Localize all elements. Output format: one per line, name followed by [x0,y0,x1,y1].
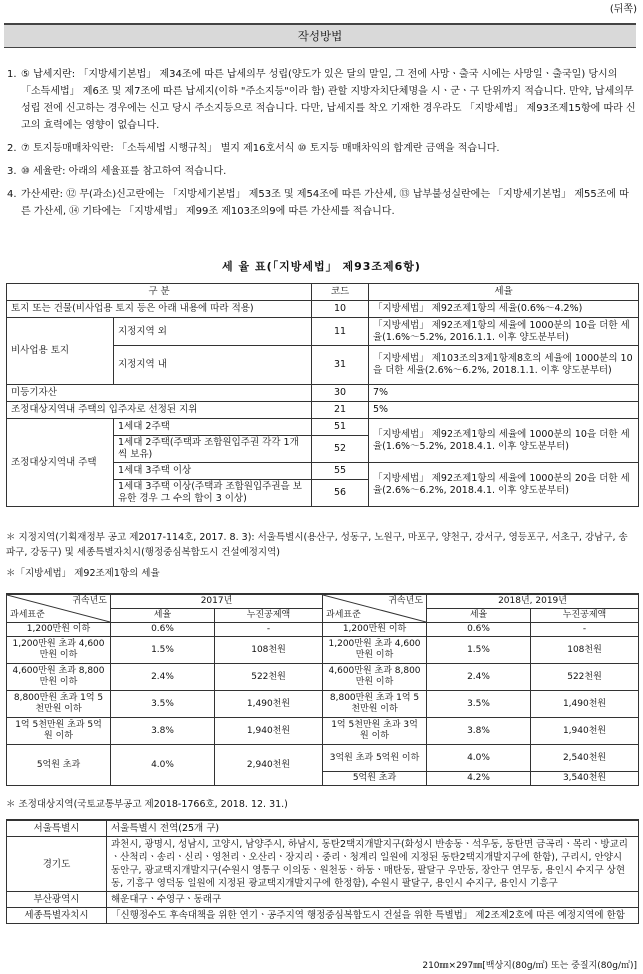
diag-header-left [7,594,111,623]
table-row [7,691,639,718]
deduct-cell: 2,940천원 [215,745,323,786]
row-rate: 「지방세법」 제92조제1항의 세율에 1000분의 20을 더한 세율(2.6%～6.2%, 2018.4.1. 이후 양도분부터) [369,463,639,507]
rate-cell: 4.0% [111,745,215,786]
table-row [7,637,639,664]
table-row [7,820,639,837]
base-cell: 1억 5천만원 초과 5억원 이하 [7,718,111,745]
base-cell: 1,200만원 초과 4,600만원 이하 [323,637,427,664]
row-code: 21 [312,402,369,419]
row-rate: 5% [369,402,639,419]
row-label: 조정대상지역내 주택의 입주자로 선정된 지위 [7,402,312,419]
instruction-text: 가산세란: ⑫ 무(과소)신고란에는 「지방세기본법」 제53조 및 제54조에 따른 가산세, ⑬ 납부불성실란에는 「지방세기본법」 제55조에 따른 가산세, ⑭ 기타에는 「지방세법」 제99조 제103조의9에 따른 가산세를 적습니다. [21,189,629,217]
deduct-cell: 522천원 [531,664,639,691]
rate-cell: 3.5% [111,691,215,718]
region-name: 세종특별자치시 [7,908,107,924]
instruction-item [6,66,636,134]
instruction-text: ⑩ 세율란: 아래의 세율표를 참고하여 적습니다. [21,166,227,177]
note-designated: ＊ 지정지역(기획재정부 공고 제2017-114호, 2017. 8. 3): 서울특별시(용산구, 성동구, 노원구, 마포구, 양천구, 강서구, 영등포구, 서초구, 강남구, 송파구, 강동구) 및 세종특별자치시(행정중심복합도시 건설예정지역) [6,532,628,558]
paper-spec-footer: 210㎜×297㎜[백상지(80g/㎡) 또는 중질지(80g/㎡)] [422,961,637,971]
row-code: 55 [312,463,369,480]
table-row [7,664,639,691]
instruction-number: 1. [7,69,17,80]
instruction-text: ⑦ 토지등매매차익란: 「소득세법 시행규칙」 별지 제16호서식 ⑩ 토지등 매매차익의 합계란 금액을 적습니다. [21,143,500,154]
deduct-cell: 1,490천원 [215,691,323,718]
deduct-cell: - [215,623,323,637]
group-label-nonbiz: 비사업용 토지 [7,318,114,385]
rate-cell: 0.6% [111,623,215,637]
instruction-item [6,140,636,157]
base-cell: 3억원 초과 5억원 이하 [323,745,427,772]
row-label: 1세대 3주택 이상(주택과 조합원입주권을 보유한 경우 그 수의 합이 3 이상) [114,480,312,507]
deduct-cell: 3,540천원 [531,772,639,786]
rate-subheader: 세율 [427,609,531,623]
table-header-row [7,284,639,301]
base-header: 과세표준 [326,610,361,620]
year-header: 귀속년도 [388,596,424,606]
bracket-header-row [7,594,639,609]
base-cell: 1,200만원 초과 4,600만원 이하 [7,637,111,664]
base-header: 과세표준 [10,610,45,620]
base-cell: 4,600만원 초과 8,800만원 이하 [323,664,427,691]
rate-subheader: 세율 [111,609,215,623]
row-rate: 7% [369,385,639,402]
table-row [7,837,639,892]
region-detail: 해운대구ㆍ수영구ㆍ동래구 [107,892,639,908]
rate-cell: 1.5% [427,637,531,664]
period-2017: 2017년 [111,594,323,609]
row-code: 56 [312,480,369,507]
code-header: 코드 [312,284,369,301]
rate-cell: 0.6% [427,623,531,637]
base-cell: 4,600만원 초과 8,800만원 이하 [7,664,111,691]
year-header: 귀속년도 [72,596,107,606]
base-cell: 5억원 초과 [323,772,427,786]
region-detail: 「신행정수도 후속대책을 위한 연기ㆍ공주지역 행정중심복합도시 건설을 위한 특별법」 제2조제2호에 따른 예정지역에 한함 [107,908,639,924]
deduct-cell: 108천원 [215,637,323,664]
table-row [7,908,639,924]
instruction-number: 3. [7,166,17,177]
base-cell: 5억원 초과 [7,745,111,786]
rate-header: 세율 [369,284,639,301]
row-label: 미등기자산 [7,385,312,402]
group-label-adjusted: 조정대상지역내 주택 [7,419,114,507]
table-row [7,318,639,346]
rate-cell: 3.8% [427,718,531,745]
table-row [7,718,639,745]
rate-cell: 4.0% [427,745,531,772]
base-cell: 1,200만원 이하 [7,623,111,637]
rate-table [6,283,639,507]
region-name: 경기도 [7,837,107,892]
row-code: 11 [312,318,369,346]
section-title: 작성방법 [297,29,343,43]
deduct-cell: 108천원 [531,637,639,664]
row-code: 52 [312,436,369,463]
table-row [7,385,639,402]
table-row [7,402,639,419]
deduct-cell: 522천원 [215,664,323,691]
row-label: 토지 또는 건물(비사업용 토지 등은 아래 내용에 따라 적용) [7,301,312,318]
region-detail: 서울특별시 전역(25개 구) [107,820,639,837]
table-row [7,419,639,436]
diag-header-right [323,594,427,623]
row-rate: 「지방세법」 제92조제1항의 세율(0.6%～4.2%) [369,301,639,318]
region-detail: 과천시, 광명시, 성남시, 고양시, 남양주시, 하남시, 동탄2택지개발지구(화성시 반송동ㆍ석우동, 동탄면 금곡리ㆍ목리ㆍ방교리ㆍ산척리ㆍ송리ㆍ신리ㆍ영천리ㆍ오산리ㆍ장지리ㆍ중리ㆍ청계리 일원에 지정된 동탄2택지개발지구에 한함), 구리시, 안양시 동안구, 광교택지개발지구(수원시 영통구 이의동ㆍ원천동ㆍ하동ㆍ매탄동, 팔달구 우만동, 장안구 연무동, 용인시 수지구 상현동, 기흥구 영덕동 일원에 지정된 광교택지개발지구에 한정함), 수원시 팔달구, 용인시 수지구, 용인시 기흥구 [107,837,639,892]
deduct-subheader: 누진공제액 [215,609,323,623]
rate-cell: 3.8% [111,718,215,745]
deduct-cell: - [531,623,639,637]
region-table [6,819,639,924]
category-header: 구 분 [7,284,312,301]
deduct-cell: 1,490천원 [531,691,639,718]
row-label: 지정지역 내 [114,346,312,385]
table-row [7,623,639,637]
instruction-text: ⑤ 납세지란: 「지방세기본법」 제34조에 따른 납세의무 성립(양도가 있은 달의 말일, 그 전에 사망ㆍ출국 시에는 사망일ㆍ출국일) 당시의 「소득세법」 제6조 및 제7조에 따른 납세지(이하 "주소지등"이라 함) 관할 지방자치단체명을 시ㆍ군ㆍ구 단위까지 적습니다. 만약, 납세의무 성립 전에 신고하는 경우에는 신고 당시 주소지등으로 적습니다. 다만, 납세지를 착오 기재한 경우라도 「지방세법」 제93조제15항에 따라 신고의 효력에는 영향이 없습니다. [21,69,636,131]
deduct-cell: 1,940천원 [215,718,323,745]
deduct-subheader: 누진공제액 [531,609,639,623]
deduct-cell: 1,940천원 [531,718,639,745]
instruction-number: 4. [7,189,17,200]
base-cell: 1,200만원 이하 [323,623,427,637]
rate-cell: 4.2% [427,772,531,786]
note-rate92: ＊「지방세법」 제92조제1항의 세율 [6,568,160,579]
rate-cell: 1.5% [111,637,215,664]
row-rate: 「지방세법」 제92조제1항의 세율에 1000분의 10을 더한 세율(1.6%～5.2%, 2016.1.1. 이후 양도분부터) [369,318,639,346]
instruction-item [6,186,636,220]
region-name: 부산광역시 [7,892,107,908]
page-label: (뒤쪽) [609,4,637,15]
row-label: 1세대 2주택 [114,419,312,436]
instruction-number: 2. [7,143,17,154]
row-code: 51 [312,419,369,436]
row-code: 30 [312,385,369,402]
rate-cell: 2.4% [427,664,531,691]
rate-cell: 2.4% [111,664,215,691]
base-cell: 8,800만원 초과 1억 5천만원 이하 [7,691,111,718]
bracket-table [6,593,639,786]
instruction-item [6,163,636,180]
row-label: 지정지역 외 [114,318,312,346]
row-code: 31 [312,346,369,385]
rate-cell: 3.5% [427,691,531,718]
note-adjusted: ＊ 조정대상지역(국토교통부공고 제2018-1766호, 2018. 12. 31.) [6,799,288,810]
region-name: 서울특별시 [7,820,107,837]
section-banner [4,23,636,48]
table-row [7,745,639,772]
row-rate: 「지방세법」 제92조제1항의 세율에 1000분의 10을 더한 세율(1.6%～5.2%, 2018.4.1. 이후 양도분부터) [369,419,639,463]
row-code: 10 [312,301,369,318]
base-cell: 8,800만원 초과 1억 5천만원 이하 [323,691,427,718]
row-rate: 「지방세법」 제103조의3제1항제8호의 세율에 1000분의 10을 더한 세율(2.6%～6.2%, 2018.1.1. 이후 양도분부터) [369,346,639,385]
rate-table-title: 세 율 표(「지방세법」 제93조제6항) [222,260,421,273]
instructions [6,66,636,226]
deduct-cell: 2,540천원 [531,745,639,772]
table-row [7,301,639,318]
period-2018-2019: 2018년, 2019년 [427,594,639,609]
row-label: 1세대 2주택(주택과 조합원입주권 각각 1개씩 보유) [114,436,312,463]
row-label: 1세대 3주택 이상 [114,463,312,480]
table-row [7,892,639,908]
base-cell: 1억 5천만원 초과 3억원 이하 [323,718,427,745]
